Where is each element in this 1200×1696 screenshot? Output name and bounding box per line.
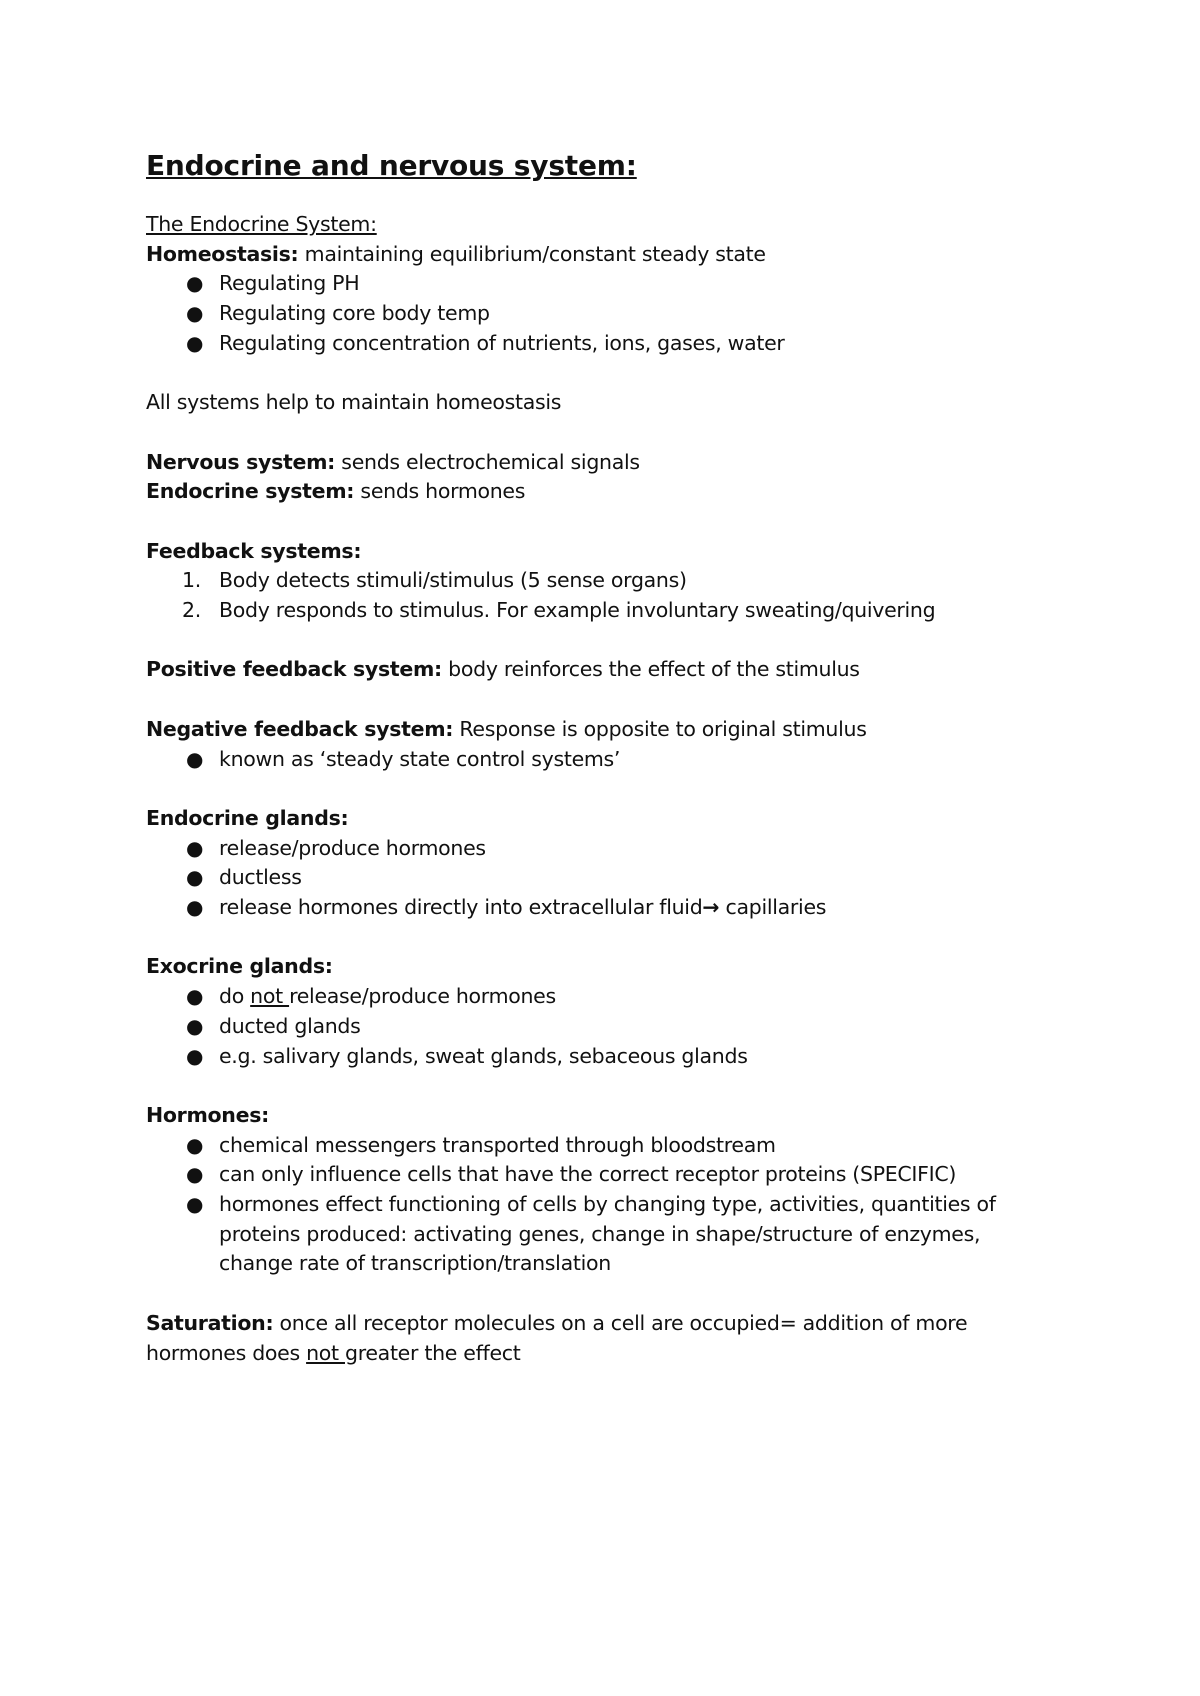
homeostasis-definition [146, 240, 1066, 270]
endocrine-definition: Endocrine system: sends hormones [146, 479, 526, 504]
bullet-icon: ● [186, 1043, 204, 1068]
endocrine-term: Endocrine system: [146, 479, 355, 504]
list-number: 1. [182, 568, 201, 593]
list-item: ● ducted glands [146, 1012, 1066, 1042]
list-item: ● hormones effect functioning of cells by changing type, activities, quantities of proteins produced: activating genes, change in shape/structure of enzymes, change rate of transcription/translation [186, 1192, 996, 1276]
bullet-icon: ● [186, 746, 204, 771]
exocrine-glands-heading: Exocrine glands: [146, 954, 333, 979]
list-item: ● ductless [146, 863, 1066, 893]
list-item: ● known as ‘steady state control systems’ [146, 745, 1066, 775]
bullet-icon: ● [186, 301, 204, 326]
bullet-icon: ● [186, 895, 204, 920]
negative-feedback-list [146, 745, 1066, 775]
homeostasis-list [146, 269, 1066, 358]
list-item: ● Regulating concentration of nutrients, ions, gases, water [146, 329, 1066, 359]
endocrine-glands-list [146, 834, 1066, 923]
list-item: ● release hormones directly into extracellular fluid→ capillaries [146, 893, 1066, 923]
homeostasis-term: Homeostasis: [146, 241, 299, 266]
emphasis-not: not [250, 984, 290, 1009]
negative-feedback-definition: Negative feedback system: Response is opposite to original stimulus [146, 716, 867, 741]
positive-feedback-term: Positive feedback system: [146, 657, 442, 682]
bullet-icon: ● [186, 1162, 204, 1187]
nervous-definition: Nervous system: sends electrochemical signals [146, 449, 640, 474]
document-page [146, 146, 1066, 1368]
bullet-icon: ● [186, 984, 204, 1009]
bullet-icon: ● [186, 865, 204, 890]
exocrine-glands-list [146, 982, 1066, 1071]
list-number: 2. [182, 598, 201, 623]
list-item: ● release/produce hormones [146, 834, 1066, 864]
saturation-definition: Saturation: once all receptor molecules on a cell are occupied= addition of more hormones does not greater the effect [146, 1310, 968, 1365]
arrow-right-icon: → [702, 895, 720, 920]
positive-feedback-definition: Positive feedback system: body reinforces the effect of the stimulus [146, 657, 860, 682]
saturation-term: Saturation: [146, 1310, 274, 1335]
list-item: 2. Body responds to stimulus. For example involuntary sweating/quivering [146, 596, 1066, 626]
list-item: 1. Body detects stimuli/stimulus (5 sense organs) [146, 566, 1066, 596]
feedback-list [146, 566, 1066, 625]
list-item: ● do not release/produce hormones [146, 982, 1066, 1012]
list-item: ● can only influence cells that have the correct receptor proteins (SPECIFIC) [146, 1160, 1066, 1190]
hormones-list [146, 1131, 1066, 1280]
bullet-icon: ● [186, 1192, 204, 1217]
bullet-icon: ● [186, 330, 204, 355]
bullet-icon: ● [186, 835, 204, 860]
nervous-term: Nervous system: [146, 449, 336, 474]
all-systems-text: All systems help to maintain homeostasis [146, 390, 562, 415]
list-item: ● chemical messengers transported through bloodstream [146, 1131, 1066, 1161]
homeostasis-text: maintaining equilibrium/constant steady state [298, 241, 766, 266]
emphasis-not: not [306, 1340, 345, 1365]
endocrine-glands-heading: Endocrine glands: [146, 805, 349, 830]
page-title: Endocrine and nervous system: [146, 149, 637, 182]
negative-feedback-term: Negative feedback system: [146, 716, 454, 741]
bullet-icon: ● [186, 1013, 204, 1038]
feedback-heading: Feedback systems: [146, 538, 362, 563]
list-item: ● e.g. salivary glands, sweat glands, sebaceous glands [146, 1042, 1066, 1072]
bullet-icon: ● [186, 271, 204, 296]
list-item: ● Regulating PH [146, 269, 1066, 299]
section-subtitle: The Endocrine System: [146, 212, 377, 236]
bullet-icon: ● [186, 1132, 204, 1157]
list-item: ● Regulating core body temp [146, 299, 1066, 329]
hormones-heading: Hormones: [146, 1102, 269, 1127]
